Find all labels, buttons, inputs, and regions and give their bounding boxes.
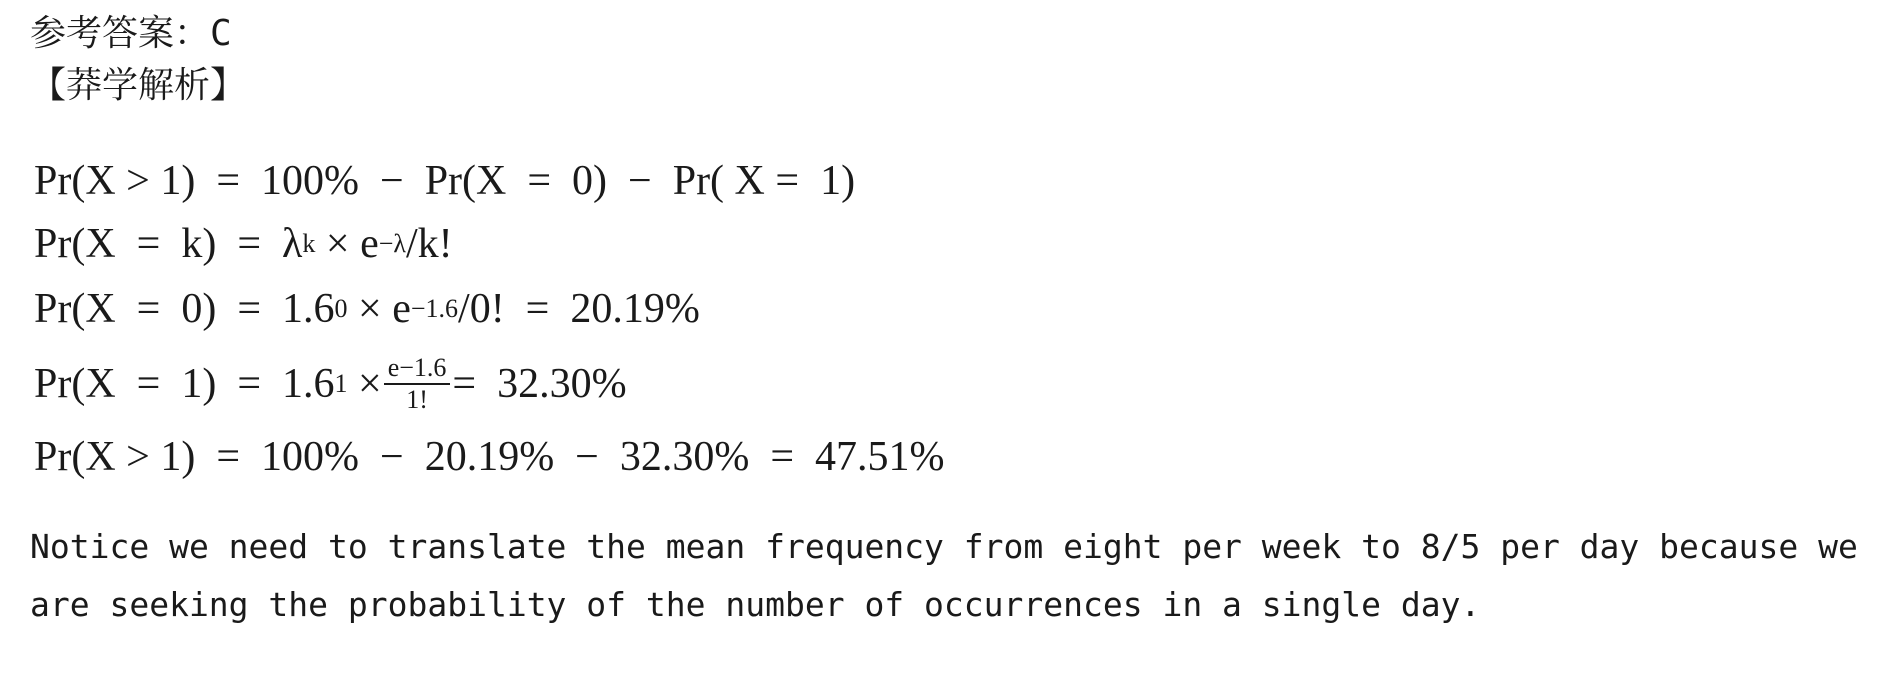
equation-5: [34, 426, 1870, 488]
equation-2-lhs: Pr(X = k) = λ: [34, 221, 303, 267]
equation-1-text: Pr(X > 1) = 100% − Pr(X = 0) − Pr( X = 1): [34, 158, 856, 204]
equation-3-rhs: /0! = 20.19%: [458, 286, 700, 332]
equation-4-lhs: Pr(X = 1) = 1.6: [34, 361, 335, 407]
equation-3-lhs: Pr(X = 0) = 1.6: [34, 286, 335, 332]
notice-line-1: Notice we need to translate the mean frequency from eight per week to 8/5 per day because we: [30, 527, 1858, 566]
equation-2-mid: × e: [315, 221, 379, 267]
equation-4-fraction: [384, 353, 451, 415]
equation-3: Pr(X = 0) = 1.6 0 × e −1.6 /0! = 20.19%: [34, 286, 700, 332]
equation-3-mid: × e: [347, 286, 411, 332]
document-page: [30, 8, 1870, 634]
spacer: [30, 112, 1870, 150]
equation-4-numerator: e−1.6: [384, 353, 451, 385]
notice-line-2: are seeking the probability of the number of occurrences in a single day.: [30, 585, 1481, 624]
spacer: [30, 488, 1870, 518]
equation-1: [34, 150, 1870, 212]
equation-5-text: Pr(X > 1) = 100% − 20.19% − 32.30% = 47.51%: [34, 434, 945, 480]
equation-2-rhs: /k!: [406, 221, 453, 267]
equation-4-mid: ×: [347, 361, 382, 407]
equation-block: [34, 150, 1870, 488]
reference-answer: 参考答案：C: [30, 13, 232, 54]
equation-4-denominator: 1!: [406, 385, 428, 414]
analysis-heading: 【莽学解析】: [30, 65, 247, 106]
equation-4: Pr(X = 1) = 1.6 1 × $\frac{e-1.6}{1!}$ = 32.30%: [34, 353, 627, 414]
notice-paragraph: [30, 518, 1870, 634]
equation-4-rhs: = 32.30%: [452, 361, 627, 407]
equation-2: Pr(X = k) = λ k × e −λ /k!: [34, 221, 453, 267]
